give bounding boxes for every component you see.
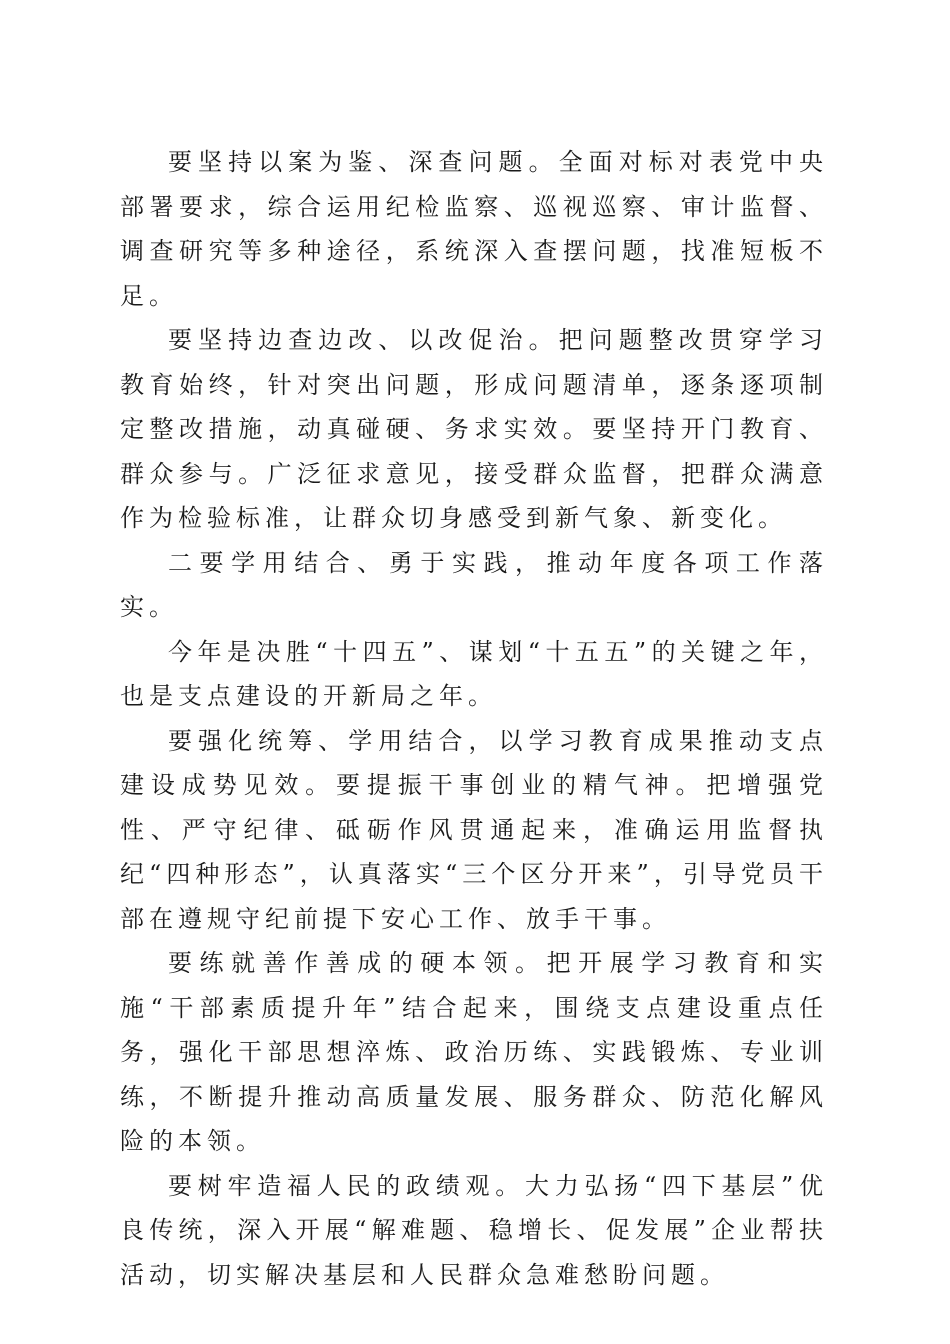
paragraph-4: 今年是决胜“十四五”、谋划“十五五”的关键之年，也是支点建设的开新局之年。 bbox=[120, 637, 828, 710]
paragraph-3: 二要学用结合、勇于实践，推动年度各项工作落实。 bbox=[120, 548, 828, 621]
paragraph-1: 要坚持以案为鉴、深查问题。全面对标对表党中央部署要求，综合运用纪检监察、巡视巡察、审计监督、调查研究等多种途径，系统深入查摆问题，找准短板不足。 bbox=[120, 148, 828, 310]
paragraph-7: 要树牢造福人民的政绩观。大力弘扬“四下基层”优良传统，深入开展“解难题、稳增长、促发展”企业帮扶活动，切实解决基层和人民群众急难愁盼问题。 bbox=[120, 1171, 828, 1289]
paragraph-2: 要坚持边查边改、以改促治。把问题整改贯穿学习教育始终，针对突出问题，形成问题清单，逐条逐项制定整改措施，动真碰硬、务求实效。要坚持开门教育、群众参与。广泛征求意见，接受群众监督，把群众满意作为检验标准，让群众切身感受到新气象、新变化。 bbox=[120, 326, 828, 532]
document-body bbox=[120, 140, 828, 1297]
paragraph-5: 要强化统筹、学用结合，以学习教育成果推动支点建设成势见效。要提振干事创业的精气神。把增强党性、严守纪律、砥砺作风贯通起来，准确运用监督执纪“四种形态”，认真落实“三个区分开来”，引导党员干部在遵规守纪前提下安心工作、放手干事。 bbox=[120, 726, 828, 933]
paragraph-6: 要练就善作善成的硬本领。把开展学习教育和实施“干部素质提升年”结合起来，围绕支点建设重点任务，强化干部思想淬炼、政治历练、实践锻炼、专业训练，不断提升推动高质量发展、服务群众、防范化解风险的本领。 bbox=[120, 949, 828, 1155]
